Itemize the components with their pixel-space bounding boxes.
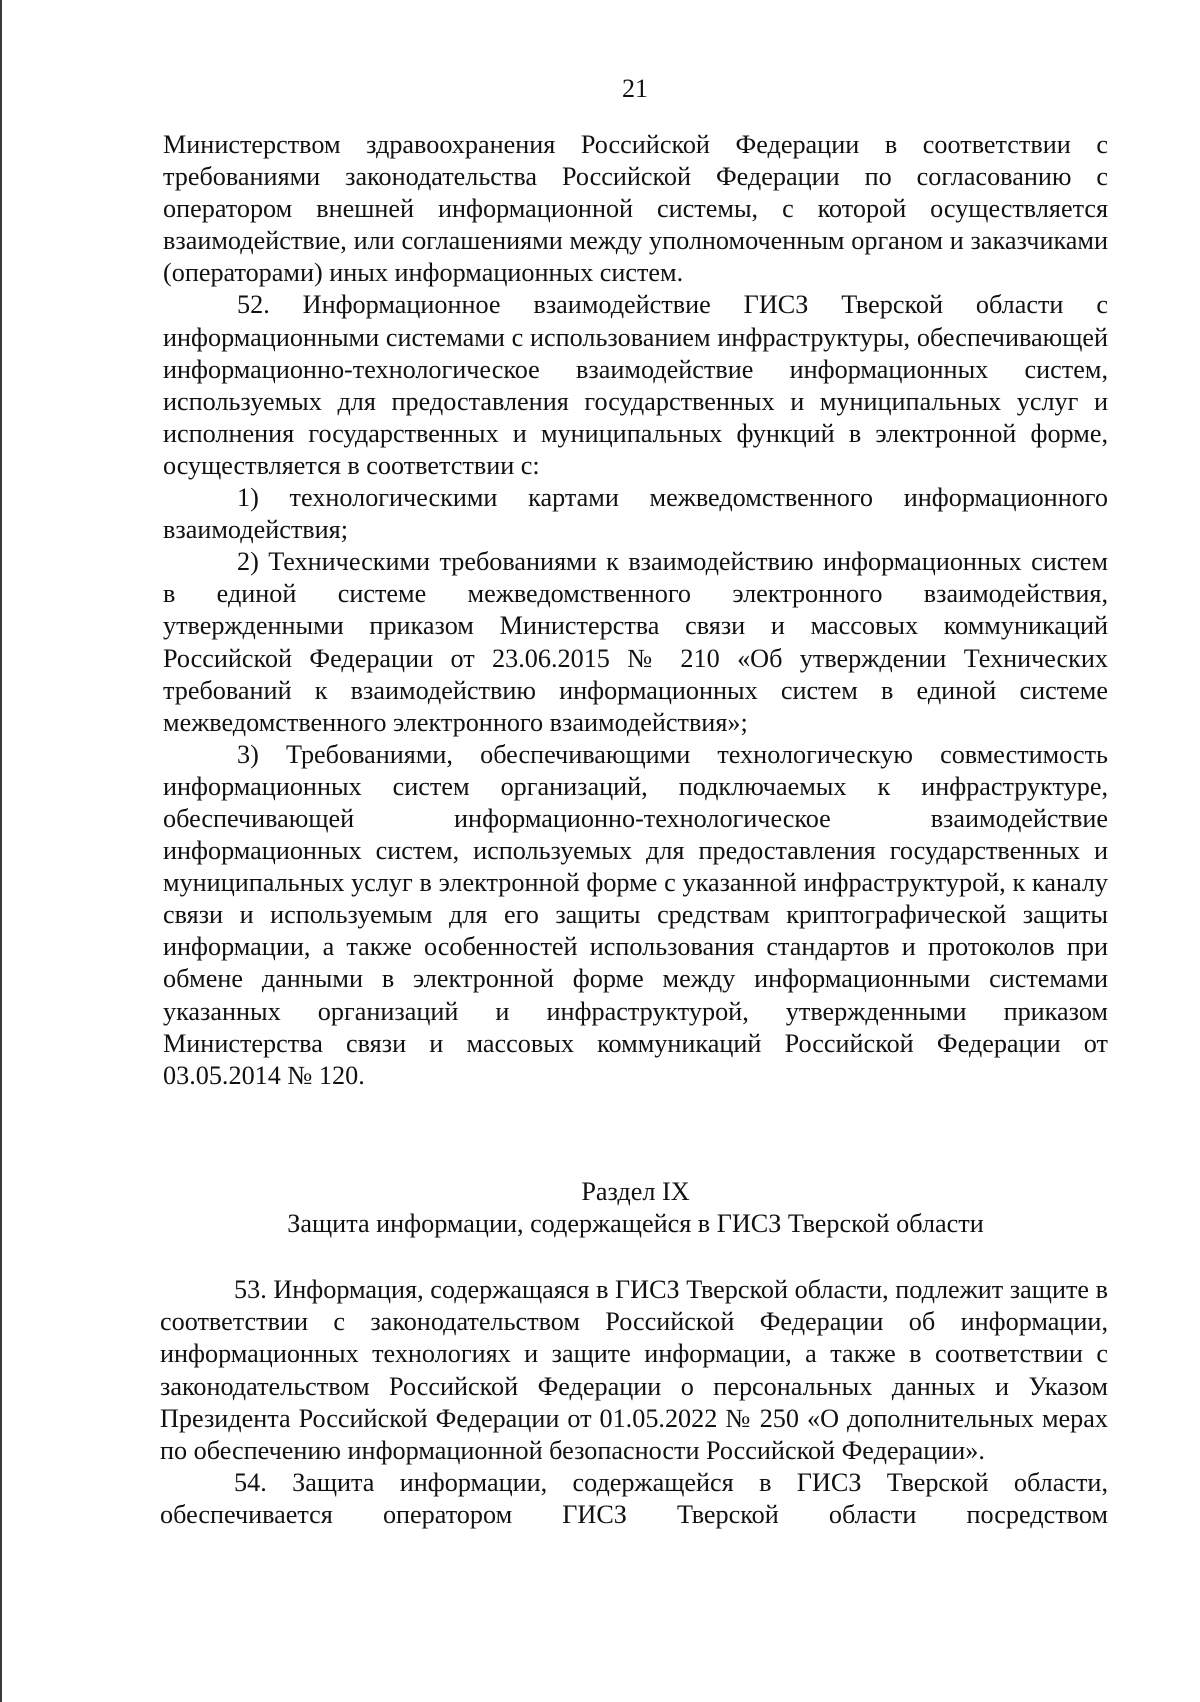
paragraph-51-continuation: Министерством здравоохранения Российской Федерации в соответствии с требованиями законодательства Российской Федерации по согласованию с оператором внешней информационной системы, с которой осуществляется взаимодействие, или соглашениями между уполномоченным органом и заказчиками (операторами) иных информационных систем. bbox=[163, 130, 1108, 288]
document-body-section-ix bbox=[160, 1274, 1108, 1532]
paragraph-52: 52. Информационное взаимодействие ГИСЗ Тверской области с информационными системами с использованием инфраструктуры, обеспечивающей информационно-технологическое взаимодействие информационных систем, используемых для предоставления государственных и муниципальных услуг и исполнения государственных и муниципальных функций в электронной форме, осуществляется в соответствии с: bbox=[163, 290, 1108, 480]
page-number: 21 bbox=[622, 74, 648, 103]
section-heading bbox=[163, 1176, 1108, 1240]
document-body bbox=[163, 129, 1108, 1092]
paragraph-52-item-1: 1) технологическими картами межведомственного информационного взаимодействия; bbox=[163, 483, 1108, 545]
section-number: Раздел IX bbox=[581, 1177, 690, 1206]
page-left-edge bbox=[0, 0, 2, 1702]
paragraph-52-item-3: 3) Требованиями, обеспечивающими технологическую совместимость информационных систем организаций, подключаемых к инфраструктуре, обеспечивающей информационно-технологическое взаимодействие информационных систем, используемых для предоставления государственных и муниципальных услуг в электронной форме с указанной инфраструктурой, к каналу связи и используемым для его защиты средствам криптографической защиты информации, а также особенностей использования стандартов и протоколов при обмене данными в электронной форме между информационными системами указанных организаций и инфраструктурой, утвержденными приказом Министерства связи и массовых коммуникаций Российской Федерации от 03.05.2014 № 120. bbox=[163, 739, 1108, 1090]
paragraph-52-item-2: 2) Техническими требованиями к взаимодействию информационных систем в единой системе межведомственного электронного взаимодействия, утвержденными приказом Министерства связи и массовых коммуникаций Российской Федерации от 23.06.2015 № 210 «Об утверждении Технических требований к взаимодействию информационных систем в единой системе межведомственного электронного взаимодействия»; bbox=[163, 547, 1108, 737]
paragraph-54: 54. Защита информации, содержащейся в ГИСЗ Тверской области, обеспечивается оператором ГИСЗ Тверской области посредством bbox=[160, 1468, 1108, 1530]
paragraph-53: 53. Информация, содержащаяся в ГИСЗ Тверской области, подлежит защите в соответствии с законодательством Российской Федерации об информации, информационных технологиях и защите информации, а также в соответствии с законодательством Российской Федерации о персональных данных и Указом Президента Российской Федерации от 01.05.2022 № 250 «О дополнительных мерах по обеспечению информационной безопасности Российской Федерации». bbox=[160, 1275, 1108, 1466]
section-title: Защита информации, содержащейся в ГИСЗ Тверской области bbox=[287, 1209, 984, 1238]
